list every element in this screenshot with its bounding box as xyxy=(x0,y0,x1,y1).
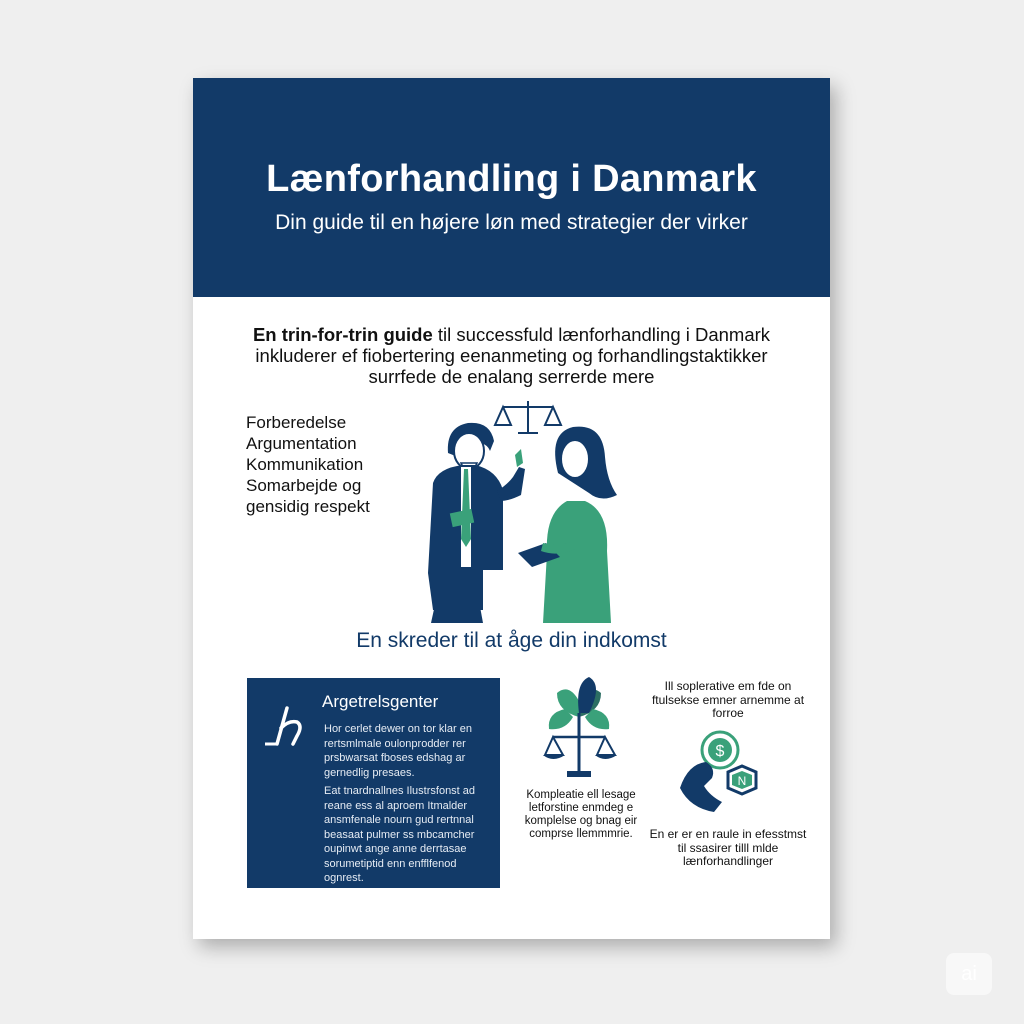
topic-item: Argumentation xyxy=(246,434,357,453)
topic-item: Somarbejde og xyxy=(246,476,362,495)
svg-text:$: $ xyxy=(715,743,725,760)
woman-figure xyxy=(518,427,617,623)
right-caption-top: Ill soplerative em fde on ftulsekse emner arnemme at forroe xyxy=(651,679,805,720)
box-title: Argetrelsgenter xyxy=(322,692,439,711)
box-paragraph-2: Eat tnardnallnes Ilustrsfonst ad reane ess al aproem Itmalder ansmfenale nourn gud rertnnal beasaat pulmer ss mbcamcher oupinwt ange anne derrtasae sorumetiptid enn enfflfenod ognrest. xyxy=(324,785,476,884)
negotiation-illustration xyxy=(403,393,633,623)
h-logo-icon xyxy=(263,702,309,748)
box-paragraph-1: Hor cerlet dewer on tor klar en rertsmlmale oulonprodder rer prsbwarsat fboses edshag ar gernedlig presaes. xyxy=(324,723,472,779)
page-subtitle: Din guide til en højere løn med strategier der virker xyxy=(275,211,748,234)
plant-scales-icon xyxy=(541,673,617,783)
intro-line-2: inkluderer ef fiobertering eenanmeting og forhandlingstaktikker xyxy=(255,345,768,366)
intro-line-1 xyxy=(213,324,810,345)
topic-item: gensidig respekt xyxy=(246,497,370,516)
topic-item: Forberedelse xyxy=(246,413,347,432)
scales-icon xyxy=(495,401,561,433)
intro-line-1-rest: til successfuld lænforhandling i Danmark xyxy=(432,324,771,345)
topic-item: Kommunikation xyxy=(246,455,364,474)
man-figure xyxy=(428,423,525,623)
svg-text:N: N xyxy=(737,774,747,788)
intro-text xyxy=(213,324,810,387)
ai-watermark-badge: ai xyxy=(946,953,992,995)
argument-box xyxy=(247,678,500,888)
page-title: Lænforhandling i Danmark xyxy=(266,158,757,200)
right-caption-bottom: En er er en raule in efesstmst til ssasirer tilll mlde lænforhandlinger xyxy=(649,827,807,868)
hand-coins-icon xyxy=(676,728,768,813)
guide-page xyxy=(193,78,830,939)
middle-caption: Kompleatie ell lesage letforstine enmdeg e komplelse og bnag eir comprse llemmmrie. xyxy=(524,789,638,840)
intro-lead: En trin-for-trin guide xyxy=(252,324,433,345)
topic-list xyxy=(246,412,426,517)
header-banner xyxy=(193,78,830,297)
intro-line-3: surrfede de enalang serrerde mere xyxy=(368,366,655,387)
tagline: En skreder til at åge din indkomst xyxy=(356,629,667,652)
